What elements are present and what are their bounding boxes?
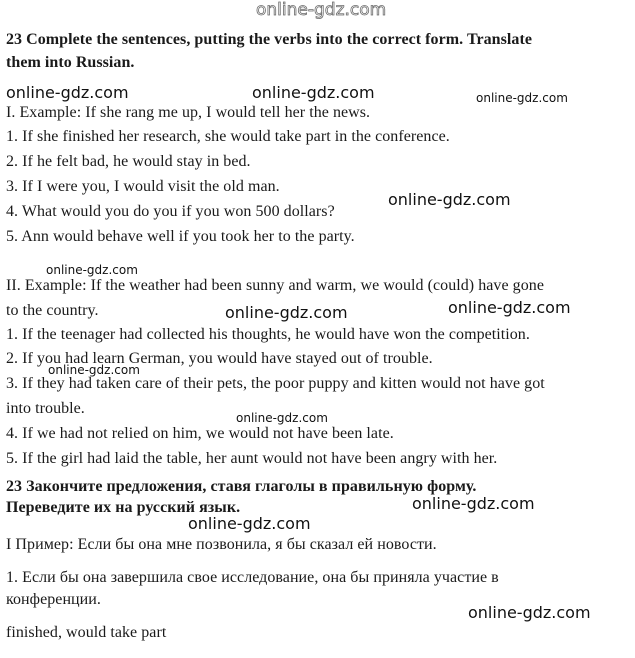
part2-item-5: 5. If the girl had laid the table, her aunt would not have been angry with her. bbox=[6, 450, 498, 467]
exercise-heading-en-line1: 23 Complete the sentences, putting the verbs into the correct form. Translate bbox=[6, 31, 532, 48]
part1-item-2: 2. If he felt bad, he would stay in bed. bbox=[6, 153, 251, 170]
watermark: online-gdz.com bbox=[388, 190, 511, 209]
exercise-heading-ru-line1: 23 Закончите предложения, ставя глаголы в правильную форму. bbox=[6, 478, 477, 495]
watermark: online-gdz.com bbox=[225, 303, 348, 322]
part1-item-4: 4. What would you do you if you won 500 dollars? bbox=[6, 203, 335, 220]
answer-line: finished, would take part bbox=[6, 624, 167, 641]
part2-example-line2: to the country. bbox=[6, 302, 99, 319]
watermark: online-gdz.com bbox=[412, 494, 535, 513]
part2-item-4: 4. If we had not relied on him, we would not have been late. bbox=[6, 425, 394, 442]
exercise-heading-ru-line2: Переведите их на русский язык. bbox=[6, 499, 241, 516]
watermark: online-gdz.com bbox=[48, 363, 140, 377]
watermark: online-gdz.com bbox=[468, 603, 591, 622]
watermark: online-gdz.com bbox=[252, 83, 375, 102]
watermark: online-gdz.com bbox=[46, 263, 138, 277]
part1-item-3: 3. If I were you, I would visit the old man. bbox=[6, 178, 280, 195]
part2-item-2: 2. If you had learn German, you would have stayed out of trouble. bbox=[6, 350, 433, 367]
ru-example: I Пример: Если бы она мне позвонила, я бы сказал ей новости. bbox=[6, 536, 437, 553]
exercise-heading-en-line2: them into Russian. bbox=[6, 54, 135, 71]
ru-item-1-line2: конференции. bbox=[6, 591, 101, 608]
part2-item-3-line2: into trouble. bbox=[6, 400, 85, 417]
watermark: online-gdz.com bbox=[236, 411, 328, 425]
part2-item-1: 1. If the teenager had collected his thoughts, he would have won the competition. bbox=[6, 326, 530, 343]
watermark: online-gdz.com bbox=[6, 83, 129, 102]
part2-item-3-line1: 3. If they had taken care of their pets, the poor puppy and kitten would not have got bbox=[6, 375, 545, 392]
watermark: online-gdz.com bbox=[448, 298, 571, 317]
part1-example: I. Example: If she rang me up, I would tell her the news. bbox=[6, 104, 371, 121]
watermark: online-gdz.com bbox=[476, 91, 568, 105]
part1-item-1: 1. If she finished her research, she would take part in the conference. bbox=[6, 128, 450, 145]
ru-item-1-line1: 1. Если бы она завершила свое исследование, она бы приняла участие в bbox=[6, 569, 499, 586]
part1-item-5: 5. Ann would behave well if you took her to the party. bbox=[6, 228, 355, 245]
watermark: online-gdz.com bbox=[188, 514, 311, 533]
part2-example-line1: II. Example: If the weather had been sunny and warm, we would (could) have gone bbox=[6, 277, 544, 294]
watermark-top: online-gdz.com bbox=[256, 0, 387, 20]
